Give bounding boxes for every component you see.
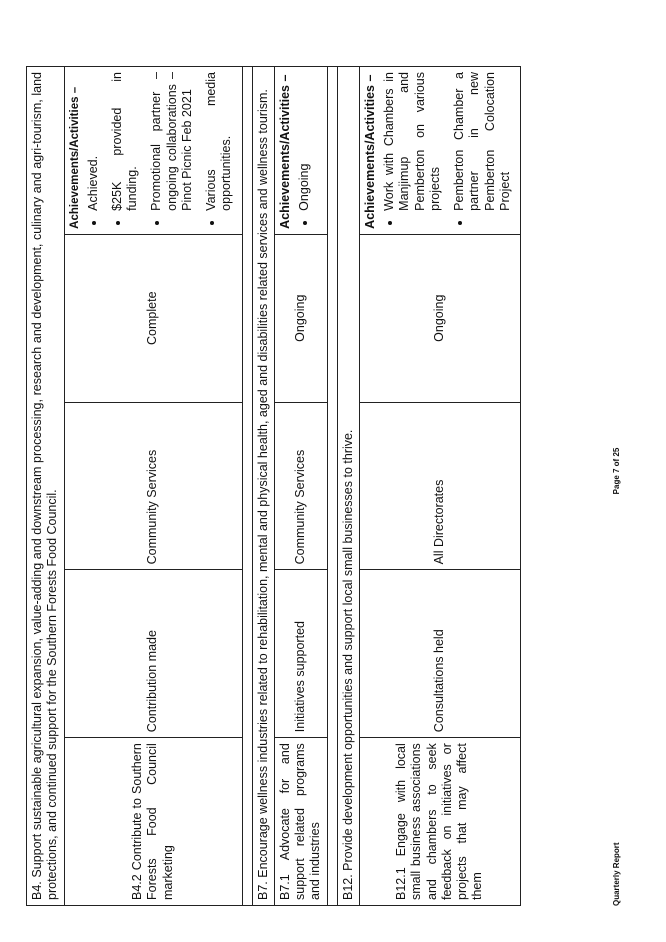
list-item: • Achieved.	[86, 72, 101, 211]
footer-page-number: Page 7 of 25	[612, 447, 621, 495]
list-item: • Pemberton Chamber a partner in new Pemberton Colocation Project	[452, 72, 513, 211]
list-item: • Various media opportunities.	[204, 72, 235, 211]
achievements-title: Achievements/Activities –	[277, 74, 292, 229]
responsibility-cell: All Directorates	[359, 402, 520, 570]
list-item: • $25K provided in funding.	[110, 72, 141, 211]
achievements-list	[382, 72, 513, 229]
responsibility-cell: Community Services	[274, 402, 327, 570]
achievements-cell	[64, 67, 242, 235]
strategy-table	[26, 66, 521, 906]
status-cell: Ongoing	[274, 234, 327, 402]
achievements-cell	[274, 67, 327, 235]
table-row	[359, 67, 520, 906]
responsibility-cell: Community Services	[64, 402, 242, 570]
achievements-title: Achievements/Activities –	[362, 74, 377, 229]
achievements-cell	[359, 67, 520, 235]
list-item: • Work with Chambers in Manjimup and Pemberton on various projects	[382, 72, 443, 211]
section-heading-b4: B4. Support sustainable agricultural expansion, value-adding and downstream processing, research and development, culinary and agri-tourism, land protections, and continued support for the Southern Forests Food Council.	[27, 67, 65, 906]
section-heading-row	[337, 67, 359, 906]
section-heading-b12: B12. Provide development opportunities and support local small businesses to thrive.	[337, 67, 359, 906]
list-item: • Promotional partner – ongoing collaborations – Pinot Picnic Feb 2021	[149, 72, 195, 211]
footer-report-title: Quarterly Report	[612, 842, 621, 906]
achievements-list	[297, 72, 312, 229]
spacer-cell	[242, 67, 252, 906]
section-heading-row	[252, 67, 274, 906]
table-row	[64, 67, 242, 906]
action-cell: B4.2 Contribute to Southern Forests Food Council marketing	[64, 738, 242, 906]
table-row	[274, 67, 327, 906]
spacer-row	[242, 67, 252, 906]
status-cell: Ongoing	[359, 234, 520, 402]
section-heading-row	[27, 67, 65, 906]
measure-cell: Consultations held	[359, 570, 520, 738]
spacer-row	[327, 67, 337, 906]
measure-cell: Contribution made	[64, 570, 242, 738]
action-cell: B7.1 Advocate for and support related programs and industries	[274, 738, 327, 906]
section-heading-b7: B7. Encourage wellness industries related to rehabilitation, mental and physical health, aged and disabilities related services and wellness tourism.	[252, 67, 274, 906]
list-item: • Ongoing	[297, 72, 312, 211]
achievements-title: Achievements/Activities –	[68, 86, 81, 229]
action-cell: B12.1 Engage with local small business associations and chambers to seek feedback on initiatives or projects that may affect them	[359, 738, 520, 906]
measure-cell: Initiatives supported	[274, 570, 327, 738]
spacer-cell	[327, 67, 337, 906]
achievements-list	[86, 72, 235, 229]
status-cell: Complete	[64, 234, 242, 402]
